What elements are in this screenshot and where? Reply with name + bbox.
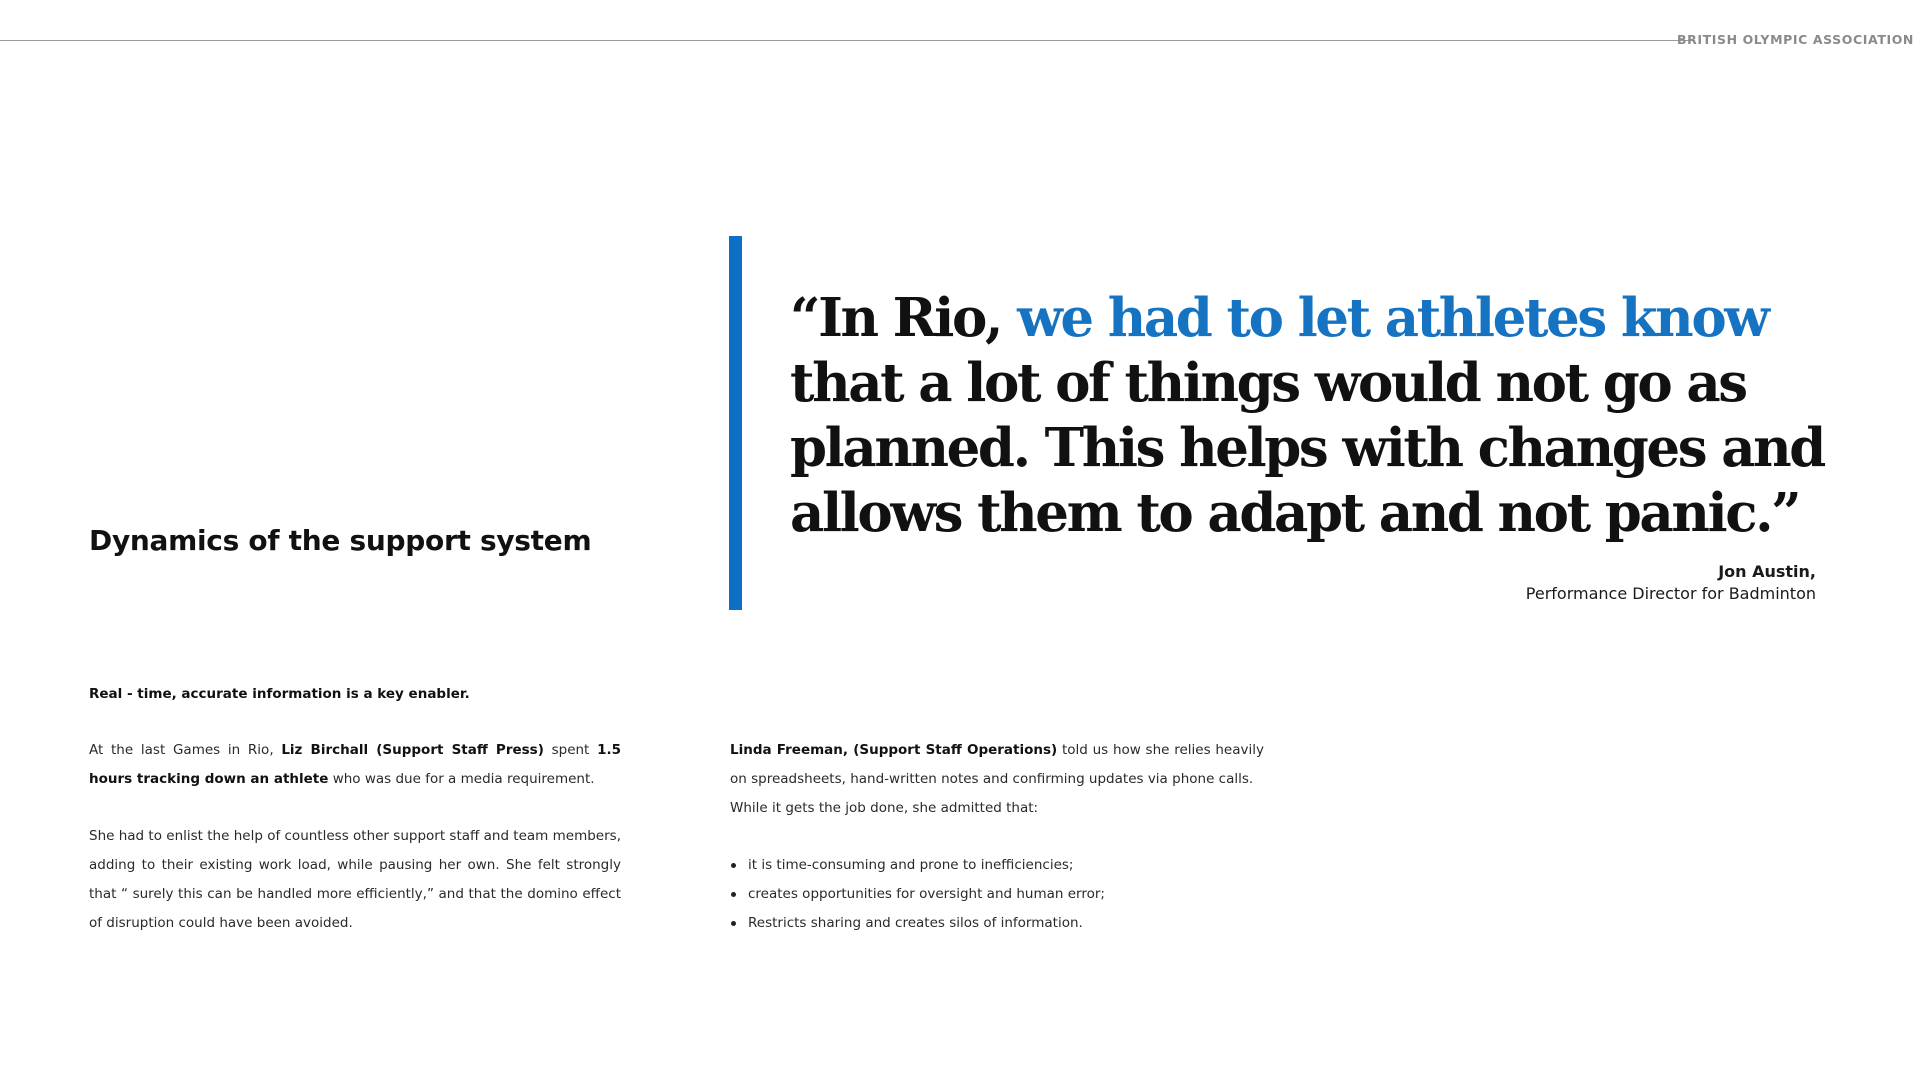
list-item <box>730 851 1264 880</box>
right-paragraph-2: While it gets the job done, she admitted that: <box>730 800 1039 816</box>
left-paragraph-1 <box>89 736 621 794</box>
quote-author-name: Jon Austin, <box>1718 562 1816 581</box>
quote-text-end: that a lot of things would not go as planned. This helps with changes and allows them to adapt and not panic.” <box>790 352 1824 544</box>
left-p1-text-a: At the last Games in Rio, <box>89 742 282 758</box>
bullet-text: Restricts sharing and creates silos of information. <box>748 915 1083 931</box>
quote-author-title: Performance Director for Badminton <box>1525 584 1816 603</box>
list-item <box>730 880 1264 909</box>
quote-highlight: we had to let athletes know <box>1017 287 1768 349</box>
quote-text-start: “In Rio, <box>790 287 1018 349</box>
bullet-text: creates opportunities for oversight and human error; <box>748 886 1105 902</box>
right-paragraph-1 <box>730 736 1264 794</box>
left-text-column <box>89 680 621 938</box>
bullet-icon <box>731 921 736 926</box>
left-p1-person: Liz Birchall (Support Staff Press) <box>281 742 544 758</box>
right-p1-person: Linda Freeman, (Support Staff Operations) <box>730 742 1058 758</box>
quote-accent-bar <box>729 236 742 610</box>
bullet-text: it is time-consuming and prone to inefficiencies; <box>748 857 1074 873</box>
left-p1-emphasis: 1.5 hours tracking down an athlete <box>89 742 621 787</box>
list-item <box>730 909 1264 938</box>
quote-attribution <box>1526 561 1816 605</box>
left-kicker: Real - time, accurate information is a key enabler. <box>89 686 470 702</box>
brand-label: BRITISH OLYMPIC ASSOCIATION <box>1676 32 1914 47</box>
pull-quote <box>790 286 1850 546</box>
right-text-column <box>730 736 1264 938</box>
left-p1-text-e: who was due for a media requirement. <box>328 771 595 787</box>
bullet-list <box>730 851 1264 938</box>
bullet-icon <box>731 863 736 868</box>
section-title: Dynamics of the support system <box>89 524 592 557</box>
left-p1-text-c: spent <box>543 742 598 758</box>
right-p1-text: told us how she relies heavily on spreadsheets, hand-written notes and confirming updates via phone calls. <box>730 742 1264 787</box>
left-paragraph-2: She had to enlist the help of countless other support staff and team members, adding to their existing work load, while pausing her own. She felt strongly that “ surely this can be handled more efficiently,” and that the domino effect of disruption could have been avoided. <box>89 828 621 931</box>
bullet-icon <box>731 892 736 897</box>
header-rule <box>0 40 1695 41</box>
